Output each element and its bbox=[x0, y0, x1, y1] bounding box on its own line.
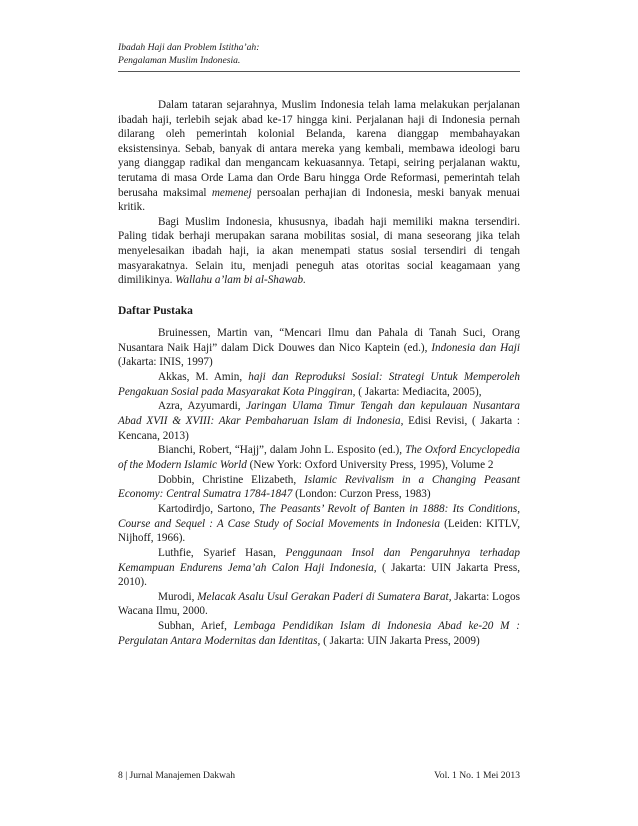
reference-author: Subhan, Arief, bbox=[158, 620, 234, 633]
reference-publication: Edisi Revisi, ( Jakarta : Kencana, 2013) bbox=[118, 414, 520, 442]
running-head-line-2: Pengalaman Muslim Indonesia. bbox=[118, 54, 241, 66]
paragraph-1-emphasis: memenej bbox=[211, 186, 252, 199]
reference-author: Dobbin, Christine Elizabeth, bbox=[158, 473, 305, 486]
reference-author: Kartodirdjo, Sartono, bbox=[158, 502, 260, 515]
footer-issue: Vol. 1 No. 1 Mei 2013 bbox=[434, 770, 520, 781]
reference-title: Indonesia dan Haji bbox=[431, 341, 520, 354]
reference-title: The Peasants’ Revolt of Banten in 1888: Its Conditions, Course and Sequel : A Case Study of Social Movements in Indonesia bbox=[118, 502, 520, 530]
reference-publication: (Jakarta: INIS, 1997) bbox=[118, 356, 213, 369]
reference-publication: (London: Curzon Press, 1983) bbox=[292, 488, 431, 501]
reference-item bbox=[118, 590, 520, 619]
header-rule bbox=[118, 71, 520, 72]
reference-author: Bruinessen, Martin van, “Mencari Ilmu dan Pahala di Tanah Suci, Orang Nusantara Naik Haji” dalam Dick Douwes dan Nico Kaptein (ed.), bbox=[118, 327, 520, 354]
paragraph-1-text-b: persoalan perhajian di Indonesia, meski banyak menuai kritik. bbox=[118, 186, 520, 214]
reference-publication: (New York: Oxford University Press, 1995), Volume 2 bbox=[246, 458, 494, 471]
paragraph-1 bbox=[118, 98, 520, 215]
reference-list bbox=[118, 326, 520, 648]
reference-item bbox=[118, 370, 520, 399]
running-head bbox=[118, 42, 259, 67]
reference-item bbox=[118, 473, 520, 502]
reference-item bbox=[118, 326, 520, 370]
reference-author: Luthfie, Syarief Hasan, bbox=[158, 546, 286, 559]
reference-publication: ( Jakarta: UIN Jakarta Press, 2010). bbox=[118, 561, 520, 589]
reference-title: Melacak Asalu Usul Gerakan Paderi di Sumatera Barat, bbox=[197, 590, 452, 603]
reference-item bbox=[118, 399, 520, 443]
reference-title: Jaringan Ulama Timur Tengah dan kepulauan Nusantara Abad XVII & XVIII: Akar Pembaharuan Islam di Indonesia, bbox=[118, 400, 520, 427]
paragraph-2-emphasis: Wallahu a’lam bi al-Shawab. bbox=[175, 274, 306, 287]
reference-author: Murodi, bbox=[158, 590, 198, 603]
reference-item bbox=[118, 443, 520, 472]
footer-journal-name: 8 | Jurnal Manajemen Dakwah bbox=[118, 770, 236, 781]
reference-author: Bianchi, Robert, “Hajj”, dalam John L. Esposito (ed.), bbox=[158, 444, 406, 457]
reference-publication: ( Jakarta: Mediacita, 2005), bbox=[355, 385, 482, 398]
body-text bbox=[118, 98, 520, 288]
reference-item bbox=[118, 619, 520, 648]
paragraph-2 bbox=[118, 215, 520, 288]
reference-item bbox=[118, 502, 520, 546]
reference-publication: (Leiden: KITLV, Nijhoff, 1966). bbox=[118, 517, 520, 545]
running-head-line-1: Ibadah Haji dan Problem Istitha’ah: bbox=[118, 42, 260, 53]
section-title: Daftar Pustaka bbox=[118, 305, 193, 317]
paragraph-1-text-a: Dalam tataran sejarahnya, Muslim Indonesia telah lama melakukan perjalanan ibadah haji, terlebih sejak abad ke-17 hingga kini. Perjalanan haji di Indonesia pernah dilarang oleh pemerintah kolonial Belanda, karena dianggap membahayakan eksistensinya. Sebab, banyak di antara mereka yang kembali, membawa ideologi baru yang dianggap radikal dan mengancam kekuasannya. Tetapi, seiring perjalanan waktu, terutama di masa Orde Lama dan Orde Baru hingga Orde Reformasi, pemerintah telah berusaha maksimal bbox=[118, 99, 520, 199]
reference-title: haji dan Reproduksi Sosial: Strategi Untuk Memperoleh Pengakuan Sosial pada Masyarakat Kota Pinggiran, bbox=[118, 370, 520, 398]
page-footer bbox=[118, 770, 520, 781]
paragraph-2-text-a: Bagi Muslim Indonesia, khususnya, ibadah haji memiliki makna tersendiri. Paling tidak berhaji merupakan sarana mobilitas sosial, di mana seseorang jika telah menyelesaikan ibadah haji, ia akan menempati status sosial tersendiri di tengah masyarakatnya. Selain itu, menjadi peneguh atas otoritas social keagamaan yang dimilikinya. bbox=[118, 215, 520, 287]
reference-author: Akkas, M. Amin, bbox=[158, 370, 249, 383]
reference-publication: Jakarta: Logos Wacana Ilmu, 2000. bbox=[118, 590, 520, 618]
reference-item bbox=[118, 546, 520, 590]
reference-author: Azra, Azyumardi, bbox=[158, 400, 247, 413]
reference-title: Islamic Revivalism in a Changing Peasant Economy: Central Sumatra 1784-1847 bbox=[118, 473, 520, 501]
reference-publication: ( Jakarta: UIN Jakarta Press, 2009) bbox=[320, 634, 480, 647]
reference-title: Lembaga Pendidikan Islam di Indonesia Abad ke-20 M : Pergulatan Antara Modernitas dan Identitas, bbox=[118, 620, 520, 647]
reference-title: The Oxford Encyclopedia of the Modern Islamic World bbox=[118, 444, 520, 471]
reference-title: Penggunaan Insol dan Pengaruhnya terhadap Kemampuan Endurens Jema’ah Calon Haji Indonesia, bbox=[118, 546, 520, 574]
